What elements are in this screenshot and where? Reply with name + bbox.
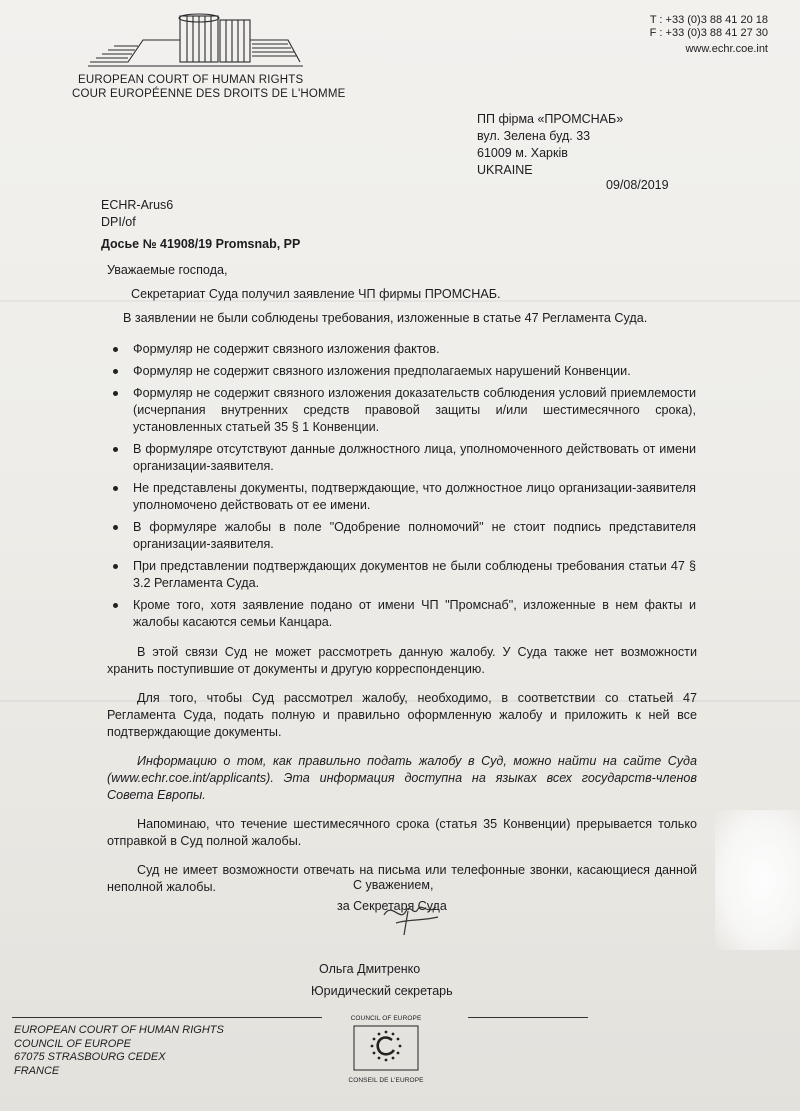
footer-address bbox=[14, 1024, 224, 1078]
reference-block bbox=[101, 197, 300, 253]
coe-label-en: COUNCIL OF EUROPE bbox=[350, 1015, 422, 1022]
fax-number: F : +33 (0)3 88 41 27 30 bbox=[649, 27, 768, 39]
dossier-number: Досье № 41908/19 Promsnab, PP bbox=[101, 237, 301, 251]
footer-city: 67075 STRASBOURG CEDEX bbox=[14, 1051, 166, 1063]
handwritten-signature-icon bbox=[378, 893, 448, 938]
footer-divider-left bbox=[12, 1017, 322, 1018]
signatory-name: Ольга Дмитренко bbox=[319, 962, 421, 976]
council-of-europe-logo bbox=[340, 1015, 432, 1084]
recipient-street: вул. Зелена буд. 33 bbox=[477, 129, 591, 143]
photo-glare bbox=[715, 810, 800, 950]
reference-code: ECHR-Arus6 bbox=[101, 198, 174, 212]
list-item: Формуляр не содержит связного изложения предполагаемых нарушений Конвенции. bbox=[111, 363, 696, 380]
phone-number: T : +33 (0)3 88 41 20 18 bbox=[649, 14, 768, 26]
reference-initials: DPI/of bbox=[101, 215, 136, 229]
salutation: Уважаемые господа, bbox=[107, 263, 228, 277]
contact-block bbox=[650, 14, 768, 56]
council-of-europe-emblem-icon bbox=[340, 1022, 432, 1072]
intro-requirements: В заявлении не были соблюдены требования, изложенные в статье 47 Регламента Суда. bbox=[123, 311, 648, 325]
paragraph-how-to-apply: Для того, чтобы Суд рассмотрел жалобу, необходимо, в соответствии со статьей 47 Регламента Суда, подать полную и правильно оформленную жалобу и приложить к ней все подтверждающие документы. bbox=[107, 691, 697, 739]
paragraph-no-reply: Суд не имеет возможности отвечать на письма или телефонные звонки, касающиеся данной неполной жалобы. bbox=[107, 863, 697, 894]
court-name-en: EUROPEAN COURT OF HUMAN RIGHTS bbox=[78, 74, 304, 86]
closing-for-registrar: за Секретаря Суда bbox=[337, 899, 447, 913]
list-item: В формуляре жалобы в поле "Одобрение полномочий" не стоит подпись представителя организации-заявителя. bbox=[111, 519, 696, 553]
list-item: Формуляр не содержит связного изложения фактов. bbox=[111, 341, 696, 358]
recipient-name: ПП фірма «ПРОМСНАБ» bbox=[477, 112, 624, 126]
paragraph-website-info: Информацию о том, как правильно подать жалобу в Суд, можно найти на сайте Суда (www.echr.coe.int/applicants). Эта информация доступна на языках всех государств-членов Совета Европы. bbox=[107, 754, 697, 802]
deficiency-list bbox=[111, 341, 696, 631]
website-link: www.echr.coe.int bbox=[685, 43, 768, 55]
list-item: Не представлены документы, подтверждающие, что должностное лицо организации-заявителя уполномочено действовать от ее имени. bbox=[111, 480, 696, 514]
footer-council: COUNCIL OF EUROPE bbox=[14, 1037, 131, 1050]
intro-received: Секретариат Суда получил заявление ЧП фирмы ПРОМСНАБ. bbox=[131, 287, 501, 301]
list-item: При представлении подтверждающих документов не были соблюдены требования статьи 47 § 3.2 Регламента Суда. bbox=[111, 558, 696, 592]
signatory-title: Юридический секретарь bbox=[311, 984, 453, 998]
paragraph-six-month: Напоминаю, что течение шестимесячного срока (статья 35 Конвенции) прерывается только отправкой в Суд полной жалобы. bbox=[107, 817, 697, 848]
recipient-country: UKRAINE bbox=[477, 163, 533, 177]
recipient-address bbox=[477, 111, 623, 179]
closing-regards: С уважением, bbox=[353, 878, 434, 892]
footer-country: FRANCE bbox=[14, 1064, 60, 1077]
paragraph-cannot-examine: В этой связи Суд не может рассмотреть данную жалобу. У Суда также нет возможности хранить поступившие от документы и другую корреспонденцию. bbox=[107, 645, 697, 676]
list-item: Кроме того, хотя заявление подано от имени ЧП "Промснаб", изложенные в нем факты и жалобы касаются семьи Канцара. bbox=[111, 597, 696, 631]
coe-label-fr: CONSEIL DE L'EUROPE bbox=[348, 1077, 424, 1084]
recipient-city: 61009 м. Харків bbox=[477, 146, 568, 160]
footer-divider-right bbox=[468, 1017, 588, 1018]
list-item: Формуляр не содержит связного изложения доказательств соблюдения условий приемлемости (исчерпания внутренних средств правовой защиты и/или шестимесячного срока), установленных статьей 35 § 1 Конвенции. bbox=[111, 385, 696, 436]
list-item: В формуляре отсутствуют данные должностного лица, уполномоченного действовать от имени организации-заявителя. bbox=[111, 441, 696, 475]
court-building-logo-icon bbox=[88, 10, 303, 72]
letter-body bbox=[107, 262, 697, 908]
letter-date: 09/08/2019 bbox=[606, 178, 669, 192]
footer-court: EUROPEAN COURT OF HUMAN RIGHTS bbox=[14, 1024, 224, 1036]
court-name-fr: COUR EUROPÉENNE DES DROITS DE L'HOMME bbox=[72, 88, 346, 100]
